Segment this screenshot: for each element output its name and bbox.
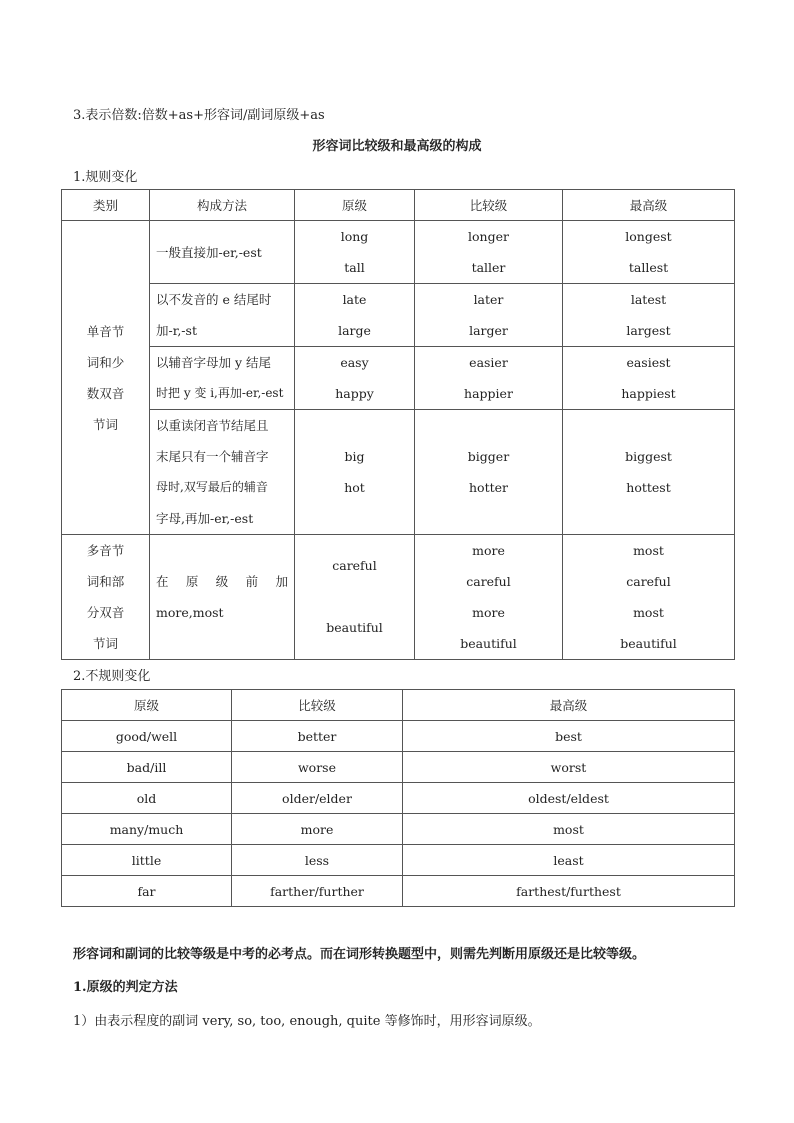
comparative-cell: easier happier xyxy=(415,347,563,410)
header-superlative: 最高级 xyxy=(563,190,735,221)
superlative-cell: easiest happiest xyxy=(563,347,735,410)
comparative-cell: later larger xyxy=(415,284,563,347)
intro-line: 3.表示倍数:倍数+as+形容词/副词原级+as xyxy=(73,108,325,123)
superlative-cell: biggest hottest xyxy=(563,410,735,535)
positive-cell: big hot xyxy=(295,410,415,535)
section-title: 形容词比较级和最高级的构成 xyxy=(312,139,482,154)
header-method: 构成方法 xyxy=(150,190,295,221)
method-cell: 以不发音的 e 结尾时 加-r,-st xyxy=(150,284,295,347)
table-row: bad/ill worse worst xyxy=(62,752,735,783)
table-row xyxy=(62,535,735,660)
regular-header-row xyxy=(62,190,735,221)
header-positive: 原级 xyxy=(62,690,232,721)
positive-judgement-heading: 1.原级的判定方法 xyxy=(73,980,178,995)
table-row xyxy=(62,347,735,410)
positive-cell: easy happy xyxy=(295,347,415,410)
method-cell: 以辅音字母加 y 结尾 时把 y 变 i,再加-er,-est xyxy=(150,347,295,410)
irregular-table xyxy=(61,689,735,907)
table-row xyxy=(62,221,735,284)
superlative-cell: latest largest xyxy=(563,284,735,347)
table-row xyxy=(62,284,735,347)
method-cell: 以重读闭音节结尾且 末尾只有一个辅音字 母时,双写最后的辅音 字母,再加-er,-est xyxy=(150,410,295,535)
header-positive: 原级 xyxy=(295,190,415,221)
regular-heading: 1.规则变化 xyxy=(73,170,138,185)
regular-table xyxy=(61,189,735,660)
irregular-heading: 2.不规则变化 xyxy=(73,669,151,684)
comparative-cell: more careful more beautiful xyxy=(415,535,563,660)
positive-cell: late large xyxy=(295,284,415,347)
superlative-cell: most careful most beautiful xyxy=(563,535,735,660)
table-row: many/much more most xyxy=(62,814,735,845)
positive-cell: long tall xyxy=(295,221,415,284)
comparative-cell: longer taller xyxy=(415,221,563,284)
table-row: far farther/further farthest/furthest xyxy=(62,876,735,907)
category-monosyllabic: 单音节 词和少 数双音 节词 xyxy=(62,221,150,535)
comparative-cell: bigger hotter xyxy=(415,410,563,535)
table-row: good/well better best xyxy=(62,721,735,752)
table-row: old older/elder oldest/eldest xyxy=(62,783,735,814)
rule-paragraph: 1）由表示程度的副词 very, so, too, enough, quite 等修饰时，用形容词原级。 xyxy=(73,1014,541,1029)
header-comparative: 比较级 xyxy=(232,690,403,721)
irregular-header-row xyxy=(62,690,735,721)
header-comparative: 比较级 xyxy=(415,190,563,221)
positive-cell: careful beautiful xyxy=(295,535,415,660)
table-row: little less least xyxy=(62,845,735,876)
method-cell: 在 原 级 前 加 more,most xyxy=(150,535,295,660)
header-superlative: 最高级 xyxy=(403,690,735,721)
table-row xyxy=(62,410,735,535)
category-polysyllabic: 多音节 词和部 分双音 节词 xyxy=(62,535,150,660)
paragraph-key-point: 形容词和副词的比较等级是中考的必考点。而在词形转换题型中，则需先判断用原级还是比较等级。 xyxy=(73,947,646,962)
superlative-cell: longest tallest xyxy=(563,221,735,284)
method-cell: 一般直接加-er,-est xyxy=(150,221,295,284)
header-category: 类别 xyxy=(62,190,150,221)
